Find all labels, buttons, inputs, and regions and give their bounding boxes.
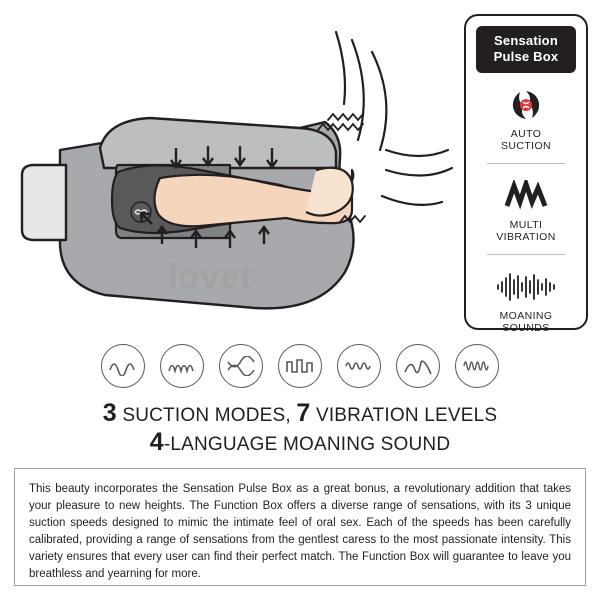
panel-divider <box>487 254 565 255</box>
headline-line-1 <box>0 400 600 429</box>
suction-text: SUCTION MODES, <box>116 405 297 426</box>
vibration-count: 7 <box>296 399 311 427</box>
feature-moaning-sounds-label: MOANING SOUNDS <box>499 310 553 334</box>
panel-title <box>476 26 576 73</box>
vibration-text: VIBRATION LEVELS <box>310 405 498 426</box>
panel-divider <box>487 163 565 164</box>
feature-moaning-sounds <box>466 268 586 334</box>
sensation-pulse-box-panel <box>464 14 588 334</box>
feature-multi-vibration-label: MULTI VIBRATION <box>496 219 556 243</box>
mode-wave-peak <box>396 344 440 388</box>
mode-icons-row <box>0 344 600 388</box>
panel-title-line2: Pulse Box <box>493 49 559 64</box>
mode-wave-zigzag <box>337 344 381 388</box>
headline <box>0 400 600 458</box>
multi-vibration-icon <box>466 177 586 215</box>
feature-multi-vibration <box>466 177 586 243</box>
mode-wave-crossed <box>219 344 263 388</box>
moaning-sounds-icon <box>466 268 586 306</box>
mode-wave-smooth <box>101 344 145 388</box>
mode-wave-rounded <box>160 344 204 388</box>
description-box <box>14 468 586 586</box>
suction-count: 3 <box>102 399 117 427</box>
feature-auto-suction <box>466 86 586 152</box>
language-count: 4 <box>149 428 164 456</box>
auto-suction-icon <box>466 86 586 124</box>
language-text: -LANGUAGE MOANING SOUND <box>163 434 451 455</box>
mode-wave-dense <box>455 344 499 388</box>
watermark: lovet <box>168 258 253 296</box>
description-text: This beauty incorporates the Sensation Pulse Box as a great bonus, a revolutionary addition that takes your pleasure to new heights. The Function Box offers a diverse range of sensations, with its 3 unique suction speeds designed to mimic the intimate feel of oral sex. Each of the speeds has been carefully calibrated, providing a range of sensations from the gentlest caress to the most passionate intensity. This variety ensures that every user can find their perfect match. The Function Box will guarantee to leave you breathless and yearning for more. <box>29 483 571 580</box>
product-illustration <box>0 0 470 340</box>
mode-wave-square <box>278 344 322 388</box>
feature-auto-suction-label: AUTO SUCTION <box>500 128 552 152</box>
headline-line-2 <box>0 429 600 458</box>
panel-title-line1: Sensation <box>494 33 558 48</box>
